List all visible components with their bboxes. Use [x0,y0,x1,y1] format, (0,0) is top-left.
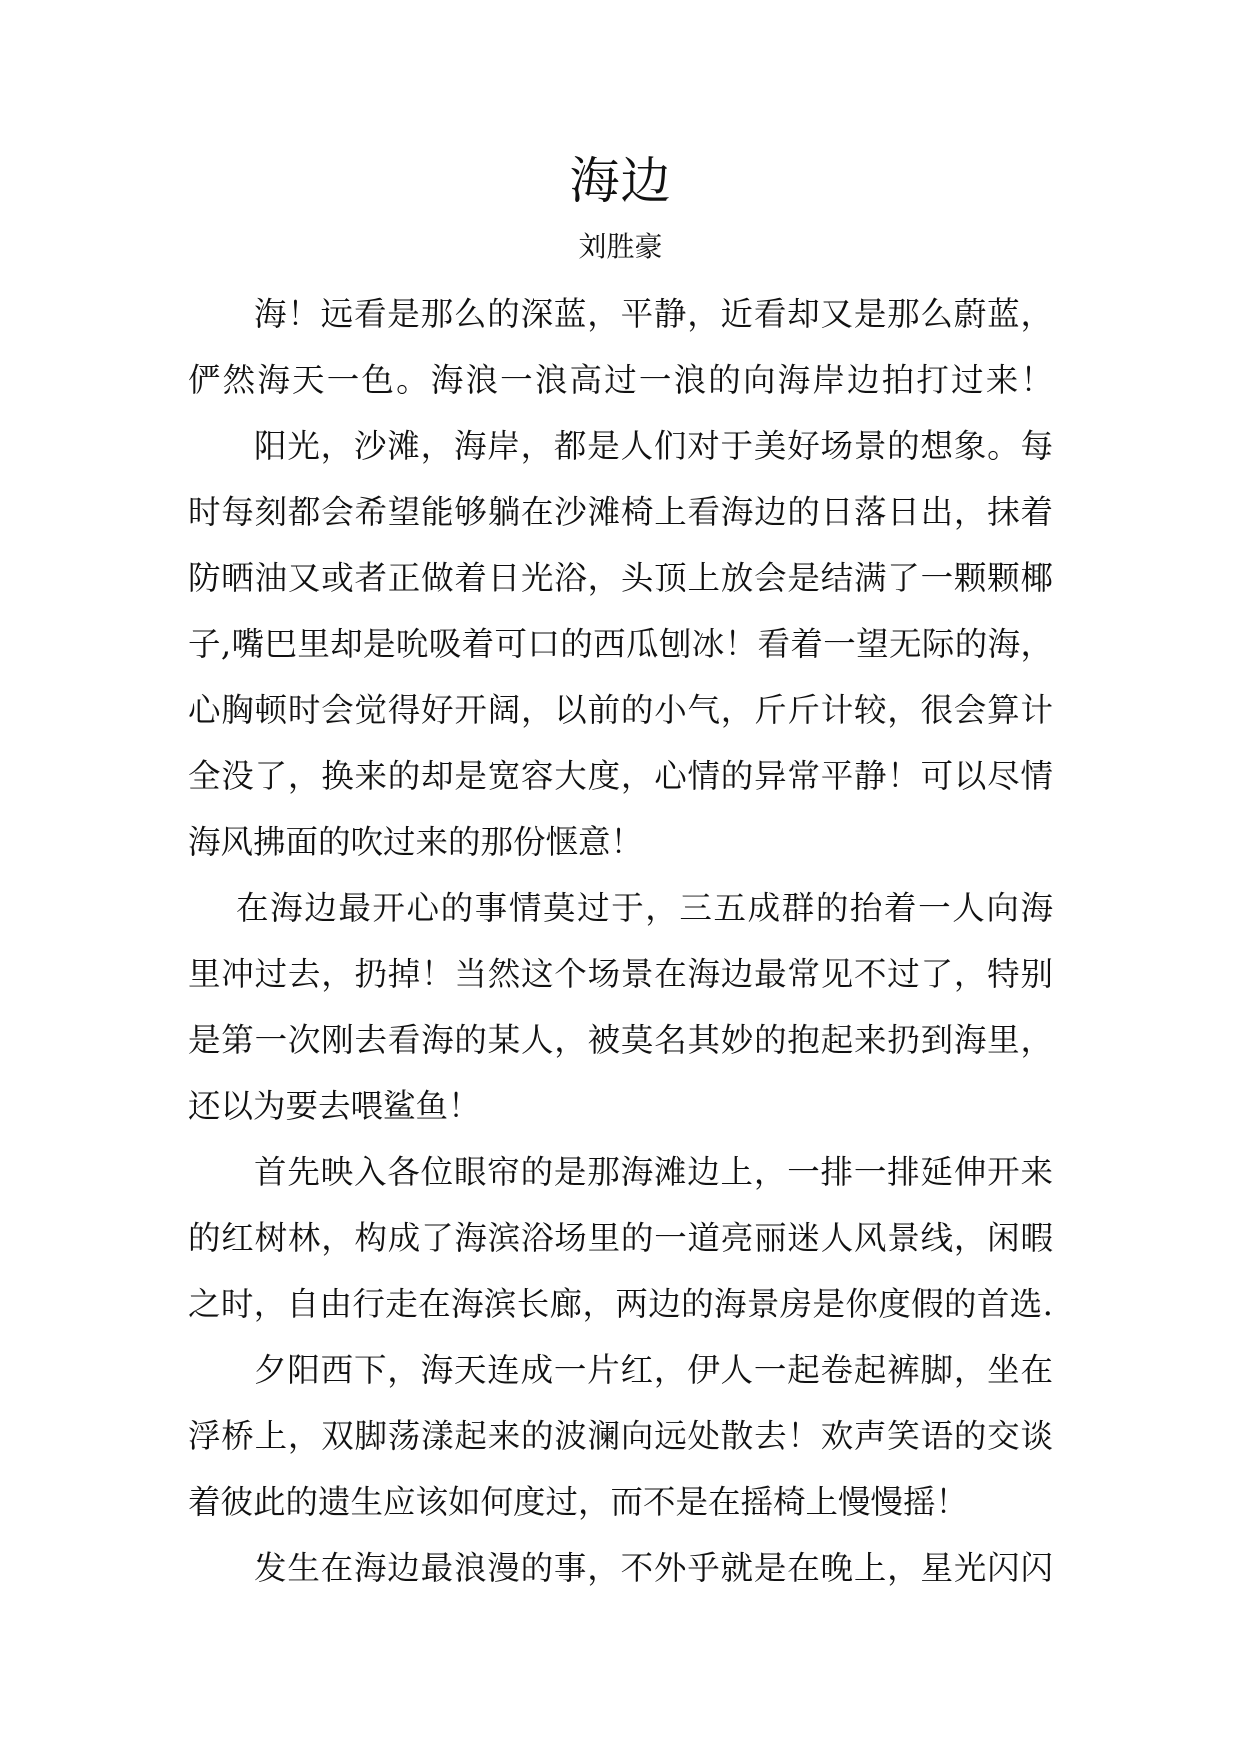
paragraph-line: 子,嘴巴里却是吮吸着可口的西瓜刨冰！看着一望无际的海， [188,625,1053,663]
paragraph-line: 俨然海天一色。海浪一浪高过一浪的向海岸边拍打过来！ [188,361,1053,399]
paragraph-line: 发生在海边最浪漫的事，不外乎就是在晚上，星光闪闪 [254,1549,1053,1587]
paragraph-line: 防晒油又或者正做着日光浴，头顶上放会是结满了一颗颗椰 [188,559,1053,597]
paragraph-line: 全没了，换来的却是宽容大度，心情的异常平静！可以尽情 [188,757,1053,795]
paragraph-line: 阳光，沙滩，海岸，都是人们对于美好场景的想象。每 [254,427,1053,465]
paragraph-line: 浮桥上，双脚荡漾起来的波澜向远处散去！欢声笑语的交谈 [188,1417,1053,1455]
paragraph-line: 着彼此的遗生应该如何度过，而不是在摇椅上慢慢摇！ [188,1483,969,1521]
paragraph-line: 时每刻都会希望能够躺在沙滩椅上看海边的日落日出，抹着 [188,493,1053,531]
paragraph-line: 夕阳西下，海天连成一片红，伊人一起卷起裤脚，坐在 [254,1351,1053,1389]
paragraph-line: 在海边最开心的事情莫过于，三五成群的抬着一人向海 [236,889,1053,927]
paragraph-line: 心胸顿时会觉得好开阔，以前的小气，斤斤计较，很会算计 [188,691,1053,729]
paragraph-line: 里冲过去，扔掉！当然这个场景在海边最常见不过了，特别 [188,955,1053,993]
paragraph-line: 之时，自由行走在海滨长廊，两边的海景房是你度假的首选. [188,1285,1053,1323]
author-name: 刘胜豪 [578,230,663,263]
paragraph-line: 海风拂面的吹过来的那份惬意！ [188,823,644,861]
paragraph-line: 的红树林，构成了海滨浴场里的一道亮丽迷人风景线，闲暇 [188,1219,1053,1257]
paragraph-line: 是第一次刚去看海的某人，被莫名其妙的抱起来扔到海里， [188,1021,1053,1059]
paragraph-line: 首先映入各位眼帘的是那海滩边上，一排一排延伸开来 [254,1153,1053,1191]
paragraph-line: 海！远看是那么的深蓝，平静，近看却又是那么蔚蓝， [254,295,1053,333]
document-title: 海边 [569,152,672,210]
paragraph-line: 还以为要去喂鲨鱼！ [188,1087,481,1125]
